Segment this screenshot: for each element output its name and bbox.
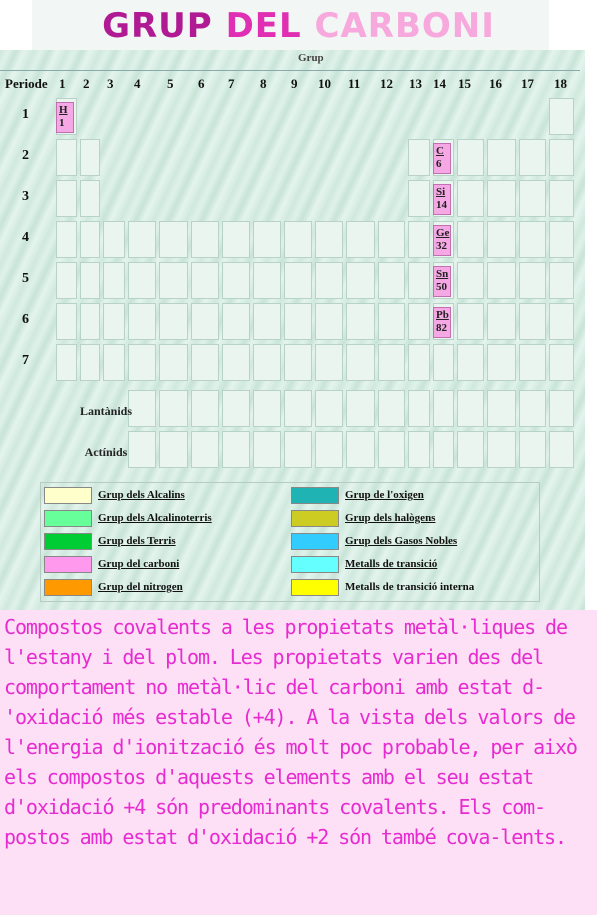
cell-p5-g2 xyxy=(80,262,100,299)
cell-p4-g1 xyxy=(56,221,77,258)
lanthanide-cell-10 xyxy=(408,390,430,427)
title-word-grup: GRUP xyxy=(102,6,213,46)
cell-p4-g11 xyxy=(346,221,375,258)
cell-p5-g17 xyxy=(519,262,546,299)
cell-p4-g13 xyxy=(408,221,430,258)
element-si[interactable] xyxy=(433,184,451,215)
element-ge[interactable] xyxy=(433,225,451,256)
element-number: 50 xyxy=(436,281,447,293)
group-header-12: 12 xyxy=(380,76,393,91)
period-label-4: 4 xyxy=(22,230,29,245)
lanthanide-cell-14 xyxy=(519,390,546,427)
page-title xyxy=(0,6,597,46)
actinide-cell-2 xyxy=(159,431,188,468)
lanthanide-cell-15 xyxy=(549,390,574,427)
cell-p6-g4 xyxy=(128,303,156,340)
legend-swatch xyxy=(44,533,92,550)
cell-p5-g13 xyxy=(408,262,430,299)
group-header-2: 2 xyxy=(83,76,90,91)
element-pb[interactable] xyxy=(433,307,451,338)
element-number: 32 xyxy=(436,240,447,252)
group-header-8: 8 xyxy=(260,76,267,91)
cell-p4-g10 xyxy=(315,221,343,258)
cell-p6-g15 xyxy=(457,303,484,340)
lanthanide-cell-12 xyxy=(457,390,484,427)
lanthanide-cell-2 xyxy=(159,390,188,427)
cell-p7-g12 xyxy=(378,344,405,381)
cell-p6-g1 xyxy=(56,303,77,340)
group-axis-label: Grup xyxy=(298,52,324,64)
cell-p7-g1 xyxy=(56,344,77,381)
cell-p5-g7 xyxy=(222,262,250,299)
legend-link[interactable]: Grup del nitrogen xyxy=(98,581,183,593)
cell-p4-g15 xyxy=(457,221,484,258)
cell-p2-g15 xyxy=(457,139,484,176)
cell-p2-g13 xyxy=(408,139,430,176)
cell-p4-g4 xyxy=(128,221,156,258)
cell-p6-g12 xyxy=(378,303,405,340)
group-header-16: 16 xyxy=(489,76,502,91)
cell-p6-g7 xyxy=(222,303,250,340)
cell-p2-g18 xyxy=(549,139,574,176)
cell-p7-g11 xyxy=(346,344,375,381)
element-sn[interactable] xyxy=(433,266,451,297)
group-header-17: 17 xyxy=(521,76,534,91)
actinide-cell-10 xyxy=(408,431,430,468)
cell-p5-g9 xyxy=(284,262,312,299)
cell-p3-g2 xyxy=(80,180,100,217)
legend-swatch xyxy=(291,533,339,550)
description-text: Compostos covalents a les propietats metàl·liques de l'estany i del plom. Les propietats varien des del comportament no metàl·lic del carboni amb estat d-'oxidació més estable (+4). A la vista dels valors de l'energia d'ionització és molt poc probable, per això els compostos d'aquests elements amb el seu estat d'oxidació +4 són predominants covalents. Els com-postos amb estat d'oxidació +2 són també cova-lents. xyxy=(4,615,577,849)
element-symbol[interactable]: C xyxy=(436,145,444,157)
cell-p2-g2 xyxy=(80,139,100,176)
actinide-cell-7 xyxy=(315,431,343,468)
cell-p5-g10 xyxy=(315,262,343,299)
title-word-carboni: CARBONI xyxy=(314,6,495,46)
cell-p5-g3 xyxy=(103,262,125,299)
lanthanide-cell-6 xyxy=(284,390,312,427)
period-header: Periode xyxy=(5,76,48,91)
lanthanides-label: Lantànids xyxy=(79,404,133,418)
cell-p4-g18 xyxy=(549,221,574,258)
group-header-6: 6 xyxy=(198,76,205,91)
cell-p6-g18 xyxy=(549,303,574,340)
group-header-4: 4 xyxy=(134,76,141,91)
lanthanide-cell-7 xyxy=(315,390,343,427)
group-header-3: 3 xyxy=(107,76,114,91)
legend-link[interactable]: Grup dels halògens xyxy=(345,512,436,524)
cell-p5-g8 xyxy=(253,262,281,299)
legend-swatch xyxy=(44,579,92,596)
period-label-6: 6 xyxy=(22,312,29,327)
actinide-cell-11 xyxy=(433,431,454,468)
cell-p5-g6 xyxy=(191,262,219,299)
cell-p4-g2 xyxy=(80,221,100,258)
group-header-15: 15 xyxy=(458,76,471,91)
lanthanide-cell-8 xyxy=(346,390,375,427)
lanthanide-cell-11 xyxy=(433,390,454,427)
period-label-3: 3 xyxy=(22,189,29,204)
cell-p5-g12 xyxy=(378,262,405,299)
cell-p7-g15 xyxy=(457,344,484,381)
group-header-7: 7 xyxy=(228,76,235,91)
cell-p5-g11 xyxy=(346,262,375,299)
element-symbol[interactable]: Pb xyxy=(436,309,449,321)
element-number: 14 xyxy=(436,199,447,211)
cell-p7-g13 xyxy=(408,344,430,381)
description-box xyxy=(0,610,597,915)
element-symbol[interactable]: Sn xyxy=(436,268,449,280)
cell-p4-g5 xyxy=(159,221,188,258)
cell-p6-g10 xyxy=(315,303,343,340)
element-number: 1 xyxy=(59,117,65,129)
group-header-13: 13 xyxy=(409,76,422,91)
group-header-11: 11 xyxy=(348,76,361,91)
actinide-cell-12 xyxy=(457,431,484,468)
cell-p2-g16 xyxy=(487,139,516,176)
lanthanide-cell-13 xyxy=(487,390,516,427)
group-header-14: 14 xyxy=(433,76,446,91)
actinide-cell-14 xyxy=(519,431,546,468)
element-c[interactable] xyxy=(433,143,451,174)
period-label-2: 2 xyxy=(22,148,29,163)
cell-p7-g2 xyxy=(80,344,100,381)
cell-p4-g12 xyxy=(378,221,405,258)
cell-p7-g16 xyxy=(487,344,516,381)
actinide-cell-4 xyxy=(222,431,250,468)
cell-p1-g18 xyxy=(549,98,574,135)
actinide-cell-8 xyxy=(346,431,375,468)
legend-swatch xyxy=(44,510,92,527)
cell-p7-g9 xyxy=(284,344,312,381)
actinide-cell-3 xyxy=(191,431,219,468)
cell-p6-g9 xyxy=(284,303,312,340)
legend-swatch xyxy=(44,487,92,504)
cell-p5-g1 xyxy=(56,262,77,299)
cell-p5-g18 xyxy=(549,262,574,299)
cell-p3-g17 xyxy=(519,180,546,217)
cell-p6-g5 xyxy=(159,303,188,340)
cell-p7-g18 xyxy=(549,344,574,381)
cell-p6-g8 xyxy=(253,303,281,340)
legend xyxy=(40,482,540,602)
cell-p4-g6 xyxy=(191,221,219,258)
lanthanide-cell-3 xyxy=(191,390,219,427)
cell-p3-g1 xyxy=(56,180,77,217)
cell-p7-g3 xyxy=(103,344,125,381)
legend-swatch xyxy=(291,487,339,504)
cell-p4-g8 xyxy=(253,221,281,258)
cell-p3-g18 xyxy=(549,180,574,217)
cell-p6-g6 xyxy=(191,303,219,340)
group-header-18: 18 xyxy=(554,76,567,91)
cell-p4-g9 xyxy=(284,221,312,258)
element-h[interactable] xyxy=(56,102,74,133)
element-symbol[interactable]: Si xyxy=(436,186,446,198)
header-divider xyxy=(0,70,580,71)
period-label-5: 5 xyxy=(22,271,29,286)
cell-p2-g1 xyxy=(56,139,77,176)
actinide-cell-15 xyxy=(549,431,574,468)
actinides-label: Actínids xyxy=(84,445,128,459)
group-header-9: 9 xyxy=(291,76,298,91)
element-symbol[interactable]: H xyxy=(59,104,68,116)
actinide-cell-5 xyxy=(253,431,281,468)
cell-p7-g17 xyxy=(519,344,546,381)
cell-p3-g15 xyxy=(457,180,484,217)
cell-p7-g10 xyxy=(315,344,343,381)
cell-p2-g17 xyxy=(519,139,546,176)
cell-p6-g11 xyxy=(346,303,375,340)
title-word-del: DEL xyxy=(225,6,302,46)
legend-swatch xyxy=(291,579,339,596)
cell-p4-g3 xyxy=(103,221,125,258)
period-label-1: 1 xyxy=(22,107,29,122)
cell-p6-g2 xyxy=(80,303,100,340)
cell-p6-g17 xyxy=(519,303,546,340)
legend-swatch xyxy=(44,556,92,573)
cell-p5-g15 xyxy=(457,262,484,299)
element-symbol[interactable]: Ge xyxy=(436,227,450,239)
legend-link[interactable]: Metalls de transició xyxy=(345,558,438,570)
period-label-7: 7 xyxy=(22,353,29,368)
cell-p6-g13 xyxy=(408,303,430,340)
group-header-1: 1 xyxy=(59,76,66,91)
legend-link[interactable]: Grup dels Terris xyxy=(98,535,176,547)
actinide-cell-13 xyxy=(487,431,516,468)
lanthanide-cell-4 xyxy=(222,390,250,427)
actinide-cell-9 xyxy=(378,431,405,468)
cell-p7-g5 xyxy=(159,344,188,381)
cell-p7-g6 xyxy=(191,344,219,381)
actinide-cell-6 xyxy=(284,431,312,468)
legend-swatch xyxy=(291,510,339,527)
lanthanide-cell-5 xyxy=(253,390,281,427)
element-number: 82 xyxy=(436,322,447,334)
lanthanide-cell-9 xyxy=(378,390,405,427)
legend-swatch xyxy=(291,556,339,573)
group-header-5: 5 xyxy=(167,76,174,91)
cell-p4-g16 xyxy=(487,221,516,258)
cell-p7-g4 xyxy=(128,344,156,381)
cell-p7-g14 xyxy=(433,344,454,381)
cell-p3-g13 xyxy=(408,180,430,217)
legend-link: Metalls de transició interna xyxy=(345,581,475,593)
cell-p4-g17 xyxy=(519,221,546,258)
cell-p7-g8 xyxy=(253,344,281,381)
legend-link[interactable]: Grup dels Alcalins xyxy=(98,489,185,501)
cell-p4-g7 xyxy=(222,221,250,258)
legend-link[interactable]: Grup de l'oxigen xyxy=(345,489,424,501)
cell-p5-g16 xyxy=(487,262,516,299)
cell-p6-g3 xyxy=(103,303,125,340)
cell-p7-g7 xyxy=(222,344,250,381)
cell-p3-g16 xyxy=(487,180,516,217)
group-header-10: 10 xyxy=(318,76,331,91)
element-number: 6 xyxy=(436,158,442,170)
legend-link[interactable]: Grup dels Alcalinoterris xyxy=(98,512,212,524)
legend-link[interactable]: Grup dels Gasos Nobles xyxy=(345,535,458,547)
cell-p5-g4 xyxy=(128,262,156,299)
cell-p5-g5 xyxy=(159,262,188,299)
legend-link[interactable]: Grup del carboni xyxy=(98,558,180,570)
cell-p6-g16 xyxy=(487,303,516,340)
